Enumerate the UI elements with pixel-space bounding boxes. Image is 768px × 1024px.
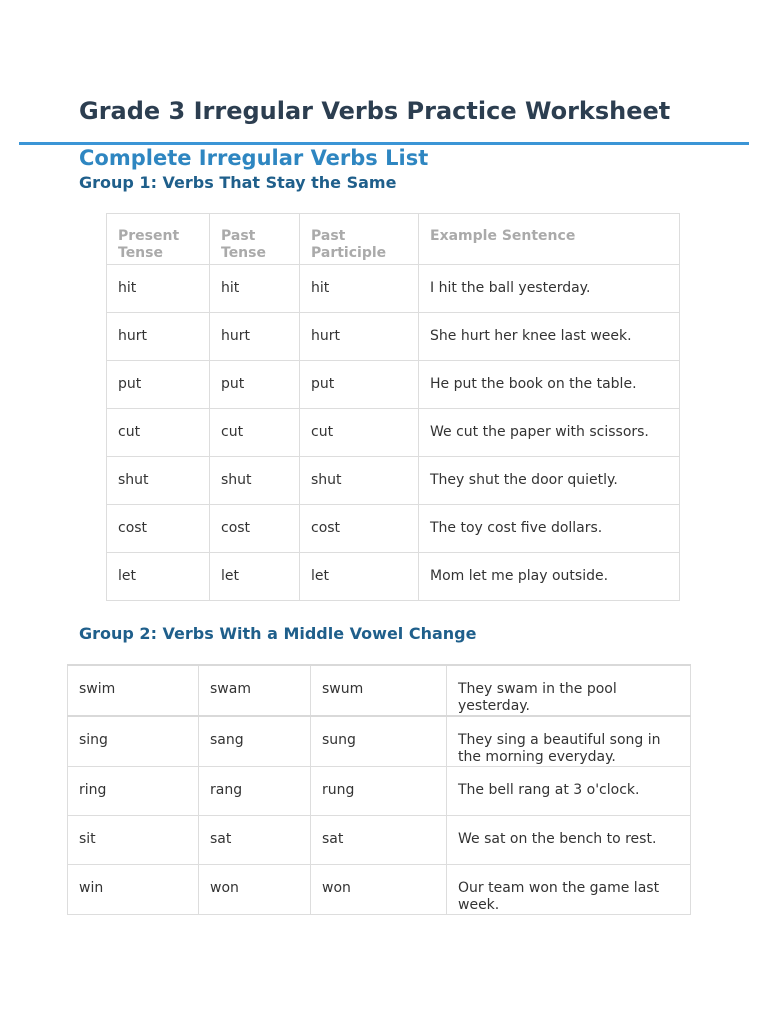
- table-row: [68, 816, 691, 865]
- section-title: Complete Irregular Verbs List: [79, 146, 429, 170]
- title-divider: [19, 142, 749, 145]
- cell-sentence: We cut the paper with scissors.: [419, 409, 680, 457]
- table-row: [107, 553, 680, 601]
- header-past-participle: Past Participle: [300, 214, 419, 265]
- cell-present: win: [68, 865, 199, 915]
- cell-past: hit: [210, 265, 300, 313]
- cell-participle: hurt: [300, 313, 419, 361]
- cell-present: hurt: [107, 313, 210, 361]
- cell-past: sang: [199, 716, 311, 767]
- cell-present: swim: [68, 665, 199, 716]
- cell-past: sat: [199, 816, 311, 865]
- cell-participle: rung: [311, 767, 447, 816]
- cell-sentence: They swam in the pool yesterday.: [447, 665, 691, 716]
- table-row: [107, 361, 680, 409]
- cell-present: sit: [68, 816, 199, 865]
- cell-sentence: He put the book on the table.: [419, 361, 680, 409]
- cell-participle: sung: [311, 716, 447, 767]
- cell-participle: shut: [300, 457, 419, 505]
- table-row: [107, 265, 680, 313]
- cell-sentence: Our team won the game last week.: [447, 865, 691, 915]
- cell-past: put: [210, 361, 300, 409]
- cell-sentence: The toy cost five dollars.: [419, 505, 680, 553]
- cell-present: cut: [107, 409, 210, 457]
- cell-participle: put: [300, 361, 419, 409]
- cell-present: ring: [68, 767, 199, 816]
- cell-present: cost: [107, 505, 210, 553]
- cell-sentence: They sing a beautiful song in the morning everyday.: [447, 716, 691, 767]
- page-title: Grade 3 Irregular Verbs Practice Worksheet: [79, 97, 671, 125]
- group2-title: Group 2: Verbs With a Middle Vowel Change: [79, 624, 477, 643]
- cell-present: let: [107, 553, 210, 601]
- cell-present: hit: [107, 265, 210, 313]
- cell-participle: swum: [311, 665, 447, 716]
- cell-participle: let: [300, 553, 419, 601]
- cell-past: won: [199, 865, 311, 915]
- cell-sentence: I hit the ball yesterday.: [419, 265, 680, 313]
- table-row: [68, 716, 691, 767]
- cell-sentence: She hurt her knee last week.: [419, 313, 680, 361]
- cell-participle: sat: [311, 816, 447, 865]
- table-row: [68, 865, 691, 915]
- table-row: [107, 457, 680, 505]
- cell-participle: cut: [300, 409, 419, 457]
- cell-past: swam: [199, 665, 311, 716]
- header-present-tense: Present Tense: [107, 214, 210, 265]
- cell-sentence: They shut the door quietly.: [419, 457, 680, 505]
- cell-past: rang: [199, 767, 311, 816]
- cell-participle: won: [311, 865, 447, 915]
- table-header-row: [107, 214, 680, 265]
- header-example-sentence: Example Sentence: [419, 214, 680, 265]
- cell-past: hurt: [210, 313, 300, 361]
- group2-table: [67, 664, 691, 915]
- cell-past: shut: [210, 457, 300, 505]
- table-row: [68, 665, 691, 716]
- group1-title: Group 1: Verbs That Stay the Same: [79, 173, 397, 192]
- table-row: [107, 505, 680, 553]
- cell-past: cut: [210, 409, 300, 457]
- cell-participle: hit: [300, 265, 419, 313]
- cell-past: cost: [210, 505, 300, 553]
- cell-present: sing: [68, 716, 199, 767]
- cell-sentence: Mom let me play outside.: [419, 553, 680, 601]
- cell-past: let: [210, 553, 300, 601]
- table-row: [68, 767, 691, 816]
- cell-present: shut: [107, 457, 210, 505]
- header-past-tense: Past Tense: [210, 214, 300, 265]
- cell-sentence: The bell rang at 3 o'clock.: [447, 767, 691, 816]
- group1-table: [106, 213, 680, 601]
- table-row: [107, 313, 680, 361]
- cell-present: put: [107, 361, 210, 409]
- cell-participle: cost: [300, 505, 419, 553]
- cell-sentence: We sat on the bench to rest.: [447, 816, 691, 865]
- table-row: [107, 409, 680, 457]
